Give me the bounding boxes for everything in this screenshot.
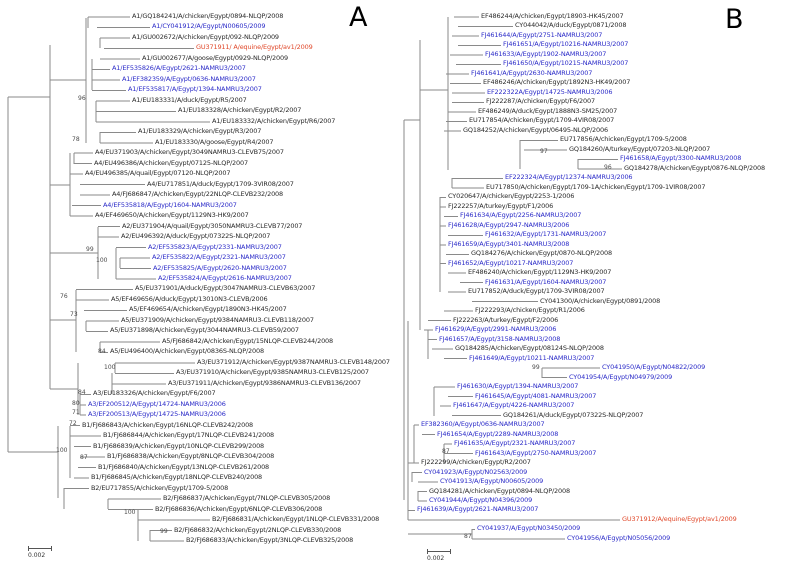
taxon-label: A2/EF535822/A/Egypt/2321-NAMRU3/2007 <box>152 253 286 262</box>
taxon-label: FJ222263/A/turkey/Egypt/F2/2006 <box>453 315 559 324</box>
scale-bar-label: 0.002 <box>28 552 46 559</box>
taxon-label: FJ461630/A/Egypt/1394-NAMRU3/2007 <box>457 382 579 391</box>
taxon-label: FJ461647/A/Egypt/4226-NAMRU3/2007 <box>453 401 575 410</box>
taxon-label: FJ461652/A/Egypt/10217-NAMRU3/2007 <box>448 258 574 267</box>
taxon-label: FJ461634/A/Egypt/2256-NAMRU3/2007 <box>460 211 582 220</box>
taxon-label: A5/FJ686842/A/chicken/Egypt/15NLQP-CLEVB244/2008 <box>162 336 334 345</box>
taxon-label: EU717856/A/chicken/Egypt/1709-5/2008 <box>560 135 687 144</box>
taxon-label: CY041944/A/Egypt/N04396/2009 <box>429 495 533 504</box>
panel-b-scalebar <box>427 549 451 562</box>
taxon-label: A5/EU371909/A/chicken/Egypt/9384NAMRU3-CLEVB118/2007 <box>121 315 314 324</box>
taxon-label: FJ222257/A/turkey/Egypt/F1/2006 <box>448 201 554 210</box>
taxon-label: CY041950/A/Egypt/N04822/2009 <box>602 363 706 372</box>
taxon-label: B1/FJ686845/A/chicken/Egypt/18NLQP-CLEVB240/2008 <box>91 473 263 482</box>
taxon-label: A4/EU496386/A/chicken/Egypt/07125-NLQP/2007 <box>94 158 248 167</box>
taxon-label: A1/EU183332/A/chicken/Egypt/R6/2007 <box>212 116 336 125</box>
taxon-label: A4/EU371903/A/chicken/Egypt/3049NAMRU3-CLEVB75/2007 <box>95 148 284 157</box>
taxon-label: B2/FJ686832/A/chicken/Egypt/2NLQP-CLEVB330/2008 <box>174 525 342 534</box>
taxon-label: A3/EU371911/A/chicken/Egypt/9386NAMRU3-CLEVB136/2007 <box>168 378 361 387</box>
taxon-label: GQ184252/A/chicken/Egypt/06495-NLQP/2006 <box>463 125 608 134</box>
taxon-label: CY041923/A/Egypt/N02563/2009 <box>424 467 528 476</box>
bootstrap-value: 78 <box>72 136 80 143</box>
taxon-label: A5/EU371901/A/duck/Egypt/3047NAMRU3-CLEVB63/2007 <box>135 284 316 293</box>
taxon-label: GQ184260/A/turkey/Egypt/07203-NLQP/2007 <box>569 144 711 153</box>
bootstrap-value: 100 <box>124 509 136 516</box>
panel-b-tree <box>392 0 785 573</box>
taxon-label: CY044042/A/duck/Egypt/0871/2008 <box>515 21 627 30</box>
taxon-label: B2/FJ686836/A/chicken/Egypt/6NLQP-CLEVB306/2008 <box>155 504 323 513</box>
taxon-label: GU371912/A/equine/Egypt/av1/2009 <box>622 514 737 523</box>
taxon-label: B2/FJ686831/A/chicken/Egypt/1NLQP-CLEVB331/2008 <box>212 515 380 524</box>
taxon-label: A2/EU371904/A/quail/Egypt/3050NAMRU3-CLEVB77/2007 <box>122 221 303 230</box>
panel-a-tree <box>0 0 392 573</box>
taxon-label: A5/EU496400/A/chicken/Egypt/0836S-NLQP/2008 <box>110 347 264 356</box>
taxon-label: A4/EU496385/A/quail/Egypt/07120-NLQP/2007 <box>85 169 231 178</box>
taxon-label: A3/EU371912/A/chicken/Egypt/9387NAMRU3-CLEVB148/2007 <box>197 357 390 366</box>
taxon-label: A3/EU183326/A/chicken/Egypt/F6/2007 <box>93 389 216 398</box>
taxon-label: FJ461659/A/Egypt/3401-NAMRU3/2008 <box>448 239 570 248</box>
scale-bar-label: 0.002 <box>427 555 445 562</box>
taxon-label: A1/EU183331/A/duck/Egypt/R5/2007 <box>132 95 247 104</box>
taxon-label: A3/EF200512/A/Egypt/14724-NAMRU3/2006 <box>88 399 226 408</box>
taxon-label: FJ461644/A/Egypt/2751-NAMRU3/2007 <box>481 30 603 39</box>
taxon-label: FJ222287/A/chicken/Egypt/F6/2007 <box>486 97 595 106</box>
taxon-label: A1/GU002672/A/chicken/Egypt/092-NLQP/2009 <box>132 32 279 41</box>
taxon-label: A4/EF535818/A/Egypt/1604-NAMRU3/2007 <box>103 200 237 209</box>
taxon-label: FJ461628/A/Egypt/2947-NAMRU3/2006 <box>448 220 570 229</box>
taxon-label: B2/FJ686833/A/chicken/Egypt/3NLQP-CLEVB325/2008 <box>186 536 354 544</box>
taxon-label: FJ461643/A/Egypt/2750-NAMRU3/2007 <box>475 448 597 457</box>
taxon-label: A2/EF535824/A/Egypt/2616-NAMRU3/2007 <box>158 274 292 282</box>
taxon-label: A1/GU002677/A/goose/Egypt/0929-NLQP/2009 <box>142 53 288 62</box>
taxon-label: FJ461639/A/Egypt/2621-NAMRU3/2007 <box>417 505 539 514</box>
taxon-label: FJ461651/A/Egypt/10216-NAMRU3/2007 <box>503 40 629 49</box>
taxon-label: CY041937/A/Egypt/N03450/2009 <box>477 524 581 533</box>
taxon-label: CY041954/A/Egypt/N04979/2009 <box>569 372 673 381</box>
taxon-label: FJ461629/A/Egypt/2991-NAMRU3/2006 <box>435 325 557 334</box>
taxon-label: EF222324/A/Egypt/12374-NAMRU3/2006 <box>505 173 633 182</box>
taxon-label: A2/EF535823/A/Egypt/2331-NAMRU3/2007 <box>148 242 282 251</box>
taxon-label: EF222322A/Egypt/14725-NAMRU3/2006 <box>487 87 613 96</box>
taxon-label: A5/EF469654/A/chicken/Egypt/1890N3-HK45/2007 <box>129 305 287 314</box>
taxon-label: FJ461633/A/Egypt/1902-NAMRU3/2007 <box>485 49 607 58</box>
bootstrap-value: 100 <box>56 447 68 454</box>
taxon-label: EU717854/A/chicken/Egypt/1709-4VIR08/2007 <box>469 116 615 125</box>
taxon-label: A1/EF382359/A/Egypt/0636-NAMRU3/2007 <box>122 74 256 83</box>
bootstrap-value: 87 <box>442 448 450 455</box>
panel-a-scalebar <box>28 546 52 559</box>
taxon-label: FJ461635/A/Egypt/2321-NAMRU3/2007 <box>454 439 576 448</box>
taxon-label: EU717850/A/chicken/Egypt/1709-1A/chicken/Egypt/1709-1VIR08/2007 <box>486 182 706 191</box>
bootstrap-value: 80 <box>72 400 80 407</box>
panel-b-letter: B <box>725 4 744 35</box>
taxon-label: FJ461657/A/Egypt/3158-NAMRU3/2008 <box>439 334 561 343</box>
taxon-label: A3/EU371910/A/chicken/Egypt/9385NAMRU3-CLEVB125/2007 <box>176 368 369 377</box>
bootstrap-value: 99 <box>160 528 168 535</box>
taxon-label: A5/EU371898/A/chicken/Egypt/3044NAMRU3-CLEVB59/2007 <box>110 326 299 335</box>
taxon-label: A1/GQ184241/A/chicken/Egypt/0894-NLQP/2008 <box>132 12 284 20</box>
taxon-label: FJ461650/A/Egypt/10215-NAMRU3/2007 <box>503 59 629 68</box>
taxon-label: A2/EU496392/A/duck/Egypt/07322S-NLQP/2007 <box>121 232 271 241</box>
taxon-label: A1/EU183330/A/goose/Egypt/R4/2007 <box>155 137 274 146</box>
taxon-label: B1/FJ686843/A/chicken/Egypt/16NLQP-CLEVB242/2008 <box>82 420 254 429</box>
taxon-label: FJ461631/A/Egypt/1604-NAMRU3/2007 <box>485 277 607 286</box>
taxon-label: B1/FJ686840/A/chicken/Egypt/13NLQP-CLEVB261/2008 <box>98 462 270 471</box>
taxon-label: GQ184261/A/duck/Egypt/07322S-NLQP/2007 <box>503 410 644 419</box>
bootstrap-value: 99 <box>532 364 540 371</box>
panel-a-letter: A <box>349 2 368 33</box>
taxon-label: CY020647/A/chicken/Egypt/2253-1/2006 <box>448 192 575 201</box>
taxon-label: GQ184278/A/chicken/Egypt/0876-NLQP/2008 <box>624 163 765 172</box>
taxon-label: FJ461641/A/Egypt/2630-NAMRU3/2007 <box>471 68 593 77</box>
taxon-label: A2/EF535825/A/Egypt/2620-NAMRU3/2007 <box>153 263 287 272</box>
taxon-label: B1/FJ686839/A/chicken/Egypt/10NLQP-CLEVB299/2008 <box>93 441 265 450</box>
scale-bar-line <box>28 546 52 551</box>
bootstrap-value: 100 <box>96 257 108 264</box>
taxon-label: EF486244/A/chicken/Egypt/18903-HK45/2007 <box>481 12 624 20</box>
taxon-label: A4/FJ686847/A/chicken/Egypt/22NLQP-CLEVB232/2008 <box>112 190 284 199</box>
bootstrap-value: 76 <box>60 293 68 300</box>
bootstrap-value: 96 <box>78 95 86 102</box>
bootstrap-value: 99 <box>86 246 94 253</box>
taxon-label: FJ222293/A/chicken/Egypt/R1/2006 <box>475 306 585 315</box>
taxon-label: FJ461649/A/Egypt/10211-NAMRU3/2007 <box>469 353 595 362</box>
taxon-label: A1/EF535826/A/Egypt/2621-NAMRU3/2007 <box>112 64 246 73</box>
taxon-label: EF382360/A/Egypt/0636-NAMRU3/2007 <box>421 420 545 429</box>
bootstrap-value: 71 <box>72 409 80 416</box>
taxon-label: GQ184285/A/chicken/Egypt/08124S-NLQP/2008 <box>455 344 604 353</box>
taxon-label: GQ184276/A/chicken/Egypt/0870-NLQP/2008 <box>471 249 612 258</box>
bootstrap-value: 84 <box>98 348 106 355</box>
taxon-label: GU371911/ A/equine/Egypt/av1/2009 <box>196 43 313 52</box>
taxon-label: A1/CY041912/A/Egypt/N00605/2009 <box>152 22 266 31</box>
taxon-label: A1/EU183329/A/chicken/Egypt/R3/2007 <box>138 127 262 136</box>
taxon-label: FJ461645/A/Egypt/4081-NAMRU3/2007 <box>475 391 597 400</box>
taxon-label: A4/EU717851/A/duck/Egypt/1709-3VIR08/2007 <box>147 179 294 188</box>
taxon-label: CY041956/A/Egypt/N05056/2009 <box>567 533 671 542</box>
bootstrap-value: 96 <box>604 164 612 171</box>
taxon-label: CY041913/A/Egypt/N00605/2009 <box>440 477 544 485</box>
bootstrap-value: 73 <box>70 311 78 318</box>
bootstrap-value: 72 <box>69 420 77 427</box>
taxon-label: FJ461632/A/Egypt/1731-NAMRU3/2007 <box>485 230 607 239</box>
taxon-label: EF486246/A/chicken/Egypt/1892N3-HK49/2007 <box>483 78 631 87</box>
taxon-label: CY041300/A/chicken/Egypt/0891/2008 <box>540 296 661 305</box>
taxon-label: A1/EU183328/A/chicken/Egypt/R2/2007 <box>178 106 302 115</box>
scale-bar-line <box>427 549 451 554</box>
taxon-label: GQ184281/A/chicken/Egypt/0894-NLQP/2008 <box>429 486 570 495</box>
taxon-label: A4/EF469650/A/chicken/Egypt/1129N3-HK9/2007 <box>95 211 249 220</box>
taxon-label: FJ461654/A/Egypt/2289-NAMRU3/2008 <box>437 429 559 438</box>
taxon-label: EU717852/A/duck/Egypt/1709-3VIR08/2007 <box>468 287 605 296</box>
taxon-label: A5/EF469656/A/duck/Egypt/13010N3-CLEVB/2006 <box>111 294 268 303</box>
taxon-label: EF486240/A/chicken/Egypt/1129N3-HK9/2007 <box>468 268 612 277</box>
taxon-label: EF486249/A/duck/Egypt/1888N3-SM25/2007 <box>478 106 618 115</box>
taxon-label: FJ461658/A/Egypt/3300-NAMRU3/2008 <box>620 154 742 163</box>
taxon-label: A3/EF200513/A/Egypt/14725-NAMRU3/2006 <box>88 410 226 419</box>
taxon-label: FJ222299/A/chicken/Egypt/R2/2007 <box>421 458 531 467</box>
taxon-label: B2/FJ686837/A/chicken/Egypt/7NLQP-CLEVB305/2008 <box>163 494 331 503</box>
bootstrap-value: 87 <box>80 454 88 461</box>
taxon-label: B2/EU717855/A/chicken/Egypt/1709-5/2008 <box>91 483 229 492</box>
bootstrap-value: 100 <box>104 364 116 371</box>
bootstrap-value: 84 <box>78 389 86 396</box>
bootstrap-value: 87 <box>464 533 472 540</box>
bootstrap-value: 97 <box>540 148 548 155</box>
taxon-label: B1/FJ686844/A/chicken/Egypt/17NLQP-CLEVB241/2008 <box>103 431 275 440</box>
taxon-label: A1/EF535817/A/Egypt/1394-NAMRU3/2007 <box>128 85 262 94</box>
taxon-label: B1/FJ686838/A/chicken/Egypt/8NLQP-CLEVB304/2008 <box>107 452 275 461</box>
